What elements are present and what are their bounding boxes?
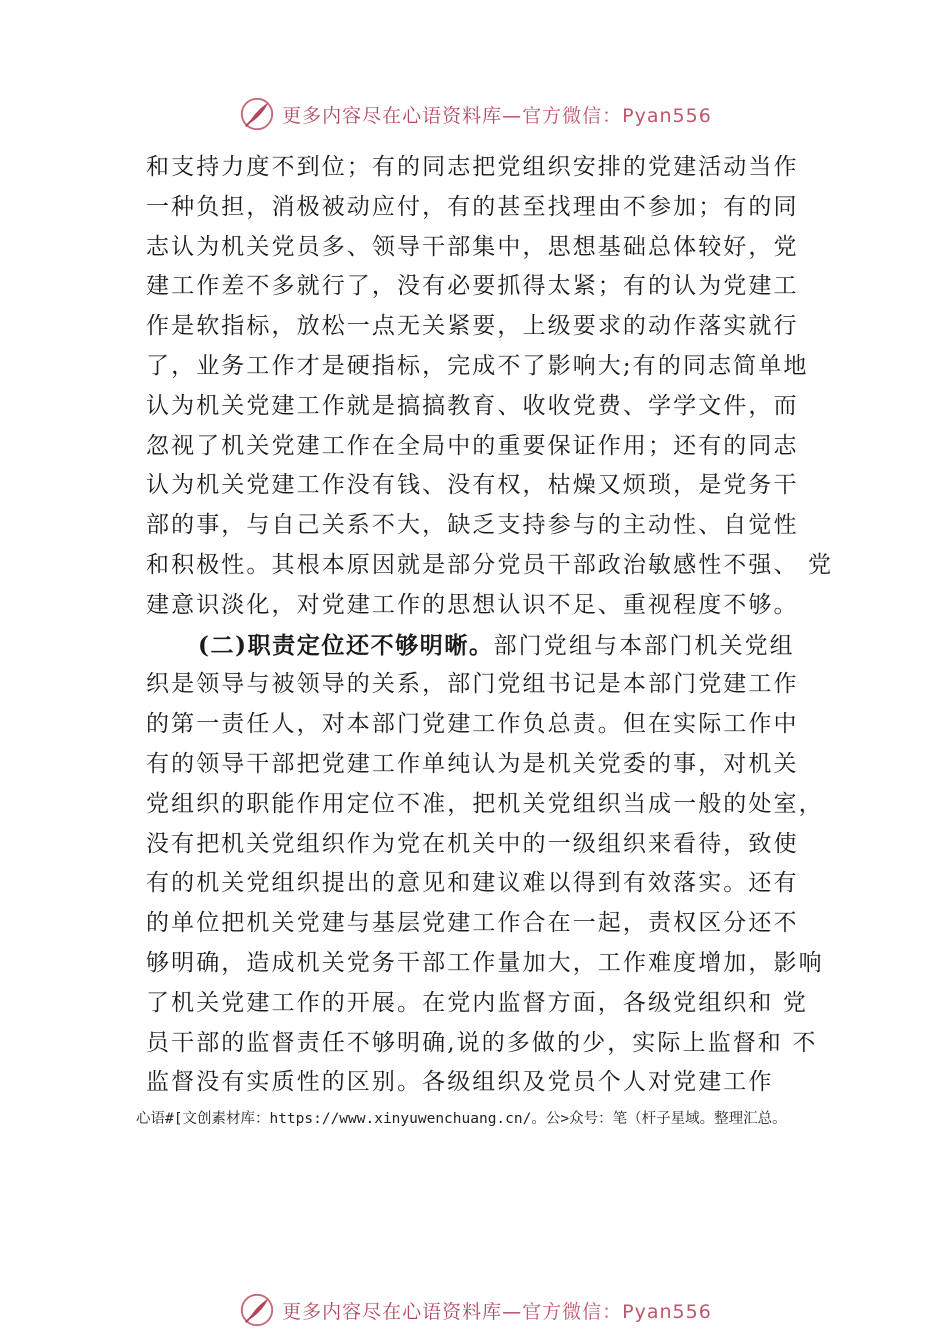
paragraph-line: 了，业务工作才是硬指标，完成不了影响大;有的同志简单地: [146, 352, 809, 379]
paragraph-line: 认为机关党建工作就是搞搞教育、收收党费、学学文件，而: [146, 392, 799, 419]
header-banner: [0, 92, 950, 136]
banner-separator: —: [502, 1300, 523, 1323]
paragraph-line: 监督没有实质性的区别。各级组织及党员个人对党建工作: [146, 1069, 774, 1096]
paragraph-line: 建意识淡化，对党建工作的思想认识不足、重视程度不够。: [146, 591, 799, 618]
section-heading: (二)职责定位还不够明晰。: [198, 631, 494, 659]
section-heading-line: [146, 626, 836, 666]
paragraph-line: 够明确，造成机关党务干部工作量加大，工作难度增加，影响: [146, 949, 824, 976]
banner-separator: —: [502, 104, 523, 127]
paragraph-line: 党组织的职能作用定位不准，把机关党组织当成一般的处室，: [146, 790, 824, 817]
paragraph-line: 了机关党建工作的开展。在党内监督方面，各级党组织和 党: [146, 989, 809, 1016]
paragraph-line: 建工作差不多就行了，没有必要抓得太紧；有的认为党建工: [146, 273, 799, 300]
paragraph-line: 有的机关党组织提出的意见和建议难以得到有效落实。还有: [146, 870, 799, 897]
source-footnote: 心语#[文创素材库：https://www.xinyuwenchuang.cn/。公>众号：笔（杆子星域。整理汇总。: [136, 1111, 787, 1127]
paragraph-line: 和支持力度不到位；有的同志把党组织安排的党建活动当作: [146, 154, 799, 180]
banner-wechat-text: 官方微信：Pyan556: [522, 1300, 712, 1323]
paragraph-line: 部的事，与自己关系不大，缺乏支持参与的主动性、自觉性: [146, 512, 799, 539]
paragraph-line: 织是领导与被领导的关系，部门党组书记是本部门党建工作: [146, 671, 799, 698]
paragraph-line: 的单位把机关党建与基层党建工作合在一起，责权区分还不: [146, 910, 799, 937]
paragraph-line: 员干部的监督责任不够明确,说的多做的少，实际上监督和 不: [146, 1029, 818, 1056]
feather-pen-logo-icon: [238, 95, 276, 133]
banner-wechat-text: 官方微信：Pyan556: [522, 104, 712, 127]
banner-main-text: 更多内容尽在心语资料库: [282, 1300, 503, 1323]
paragraph-line: 有的领导干部把党建工作单纯认为是机关党委的事，对机关: [146, 750, 799, 777]
footer-banner: [0, 1288, 950, 1332]
paragraph-line: 认为机关党建工作没有钱、没有权，枯燥又烦琐，是党务干: [146, 472, 799, 499]
paragraph-line: 没有把机关党组织作为党在机关中的一级组织来看待，致使: [146, 830, 799, 857]
paragraph-line: 作是软指标，放松一点无关紧要，上级要求的动作落实就行: [146, 313, 799, 340]
feather-pen-logo-icon: [238, 1291, 276, 1329]
paragraph-line: 一种负担，消极被动应付，有的甚至找理由不参加；有的同: [146, 193, 799, 220]
section-first-line-text: 部门党组与本部门机关党组: [493, 632, 795, 659]
paragraph-line: 志认为机关党员多、领导干部集中，思想基础总体较好，党: [146, 233, 799, 260]
paragraph-line: 的第一责任人，对本部门党建工作负总责。但在实际工作中: [146, 711, 799, 738]
banner-main-text: 更多内容尽在心语资料库: [282, 104, 503, 127]
document-body: [146, 148, 836, 1103]
paragraph-line: 和积极性。其根本原因就是部分党员干部政治敏感性不强、 党: [146, 551, 834, 578]
paragraph-line: 忽视了机关党建工作在全局中的重要保证作用；还有的同志: [146, 432, 799, 459]
